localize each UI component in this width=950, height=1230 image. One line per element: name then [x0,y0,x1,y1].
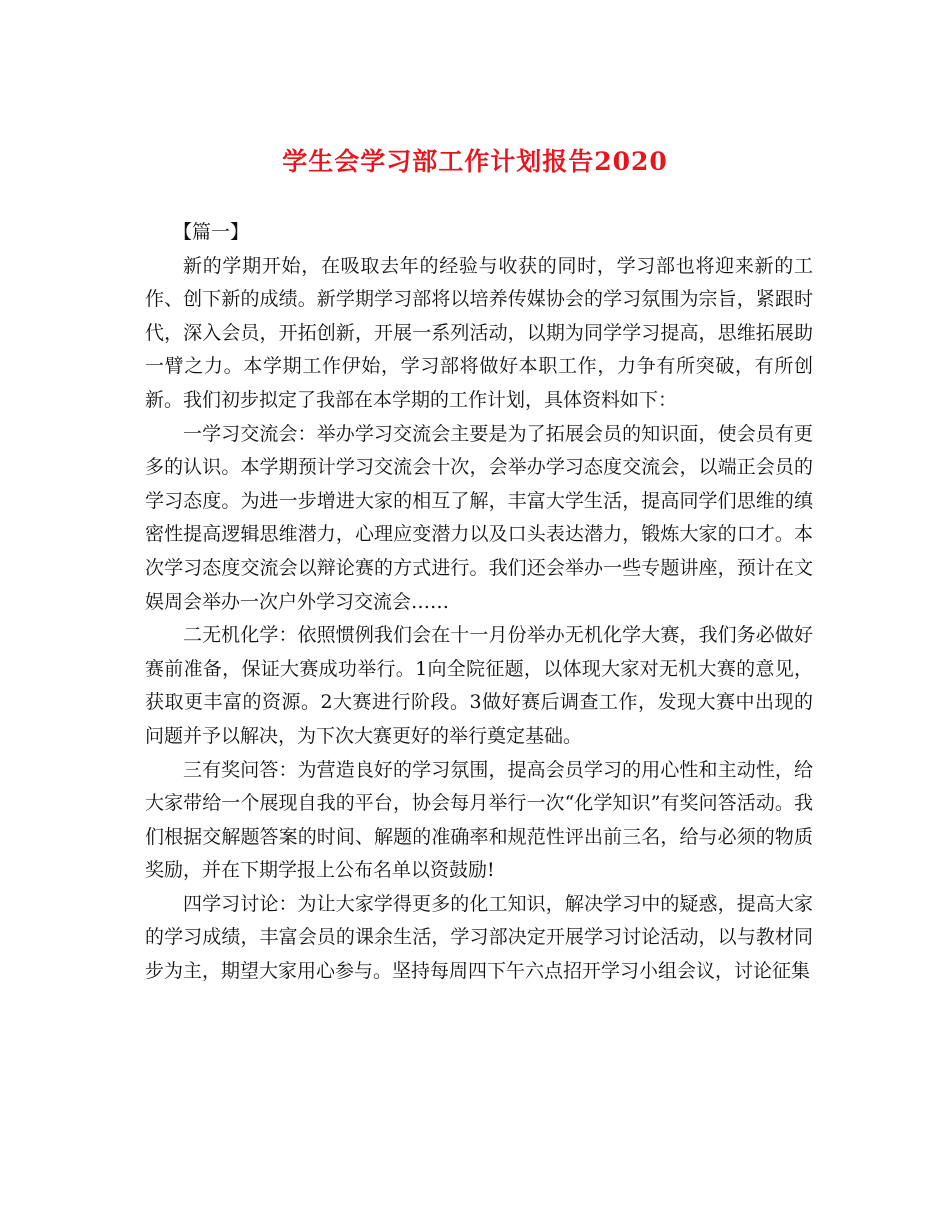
paragraph-quiz: 三有奖问答：为营造良好的学习氛围，提高会员学习的用心性和主动性，给大家带给一个展现自我的平台，协会每月举行一次“化学知识”有奖问答活动。我们根据交解题答案的时间、解题的准确率和规范性评出前三名，给与必须的物质奖励，并在下期学报上公布名单以资鼓励! [145,758,813,882]
paragraph-inorganic-chemistry: 二无机化学：依照惯例我们会在十一月份举办无机化学大赛，我们务必做好赛前准备，保证大赛成功举行。1向全院征题，以体现大家对无机大赛的意见，获取更丰富的资源。2大赛进行阶段。3做好赛后调查工作，发现大赛中出现的问题并予以解决，为下次大赛更好的举行奠定基础。 [145,624,813,747]
section-label: 【篇一】 [173,221,250,243]
paragraph-intro: 新的学期开始，在吸取去年的经验与收获的同时，学习部也将迎来新的工作、创下新的成绩。新学期学习部将以培养传媒协会的学习氛围为宗旨，紧跟时代，深入会员，开拓创新，开展一系列活动，以期为同学学习提高，思维拓展助一臂之力。本学期工作伊始，学习部将做好本职工作，力争有所突破，有所创新。我们初步拟定了我部在本学期的工作计划，具体资料如下： [145,254,813,411]
paragraph-study-exchange: 一学习交流会：举办学习交流会主要是为了拓展会员的知识面，使会员有更多的认识。本学期预计学习交流会十次，会举办学习态度交流会，以端正会员的学习态度。为进一步增进大家的相互了解，丰富大学生活，提高同学们思维的缜密性提高逻辑思维潜力，心理应变潜力以及口头表达潜力，锻炼大家的口才。本次学习态度交流会以辩论赛的方式进行。我们还会举办一些专题讲座，预计在文娱周会举办一次户外学习交流会…… [145,422,813,613]
document-title: 学生会学习部工作计划报告2020 [282,147,668,176]
paragraph-study-discussion: 四学习讨论：为让大家学得更多的化工知识，解决学习中的疑惑，提高大家的学习成绩，丰富会员的课余生活，学习部决定开展学习讨论活动，以与教材同步为主，期望大家用心参与。坚持每周四下午六点招开学习小组会议，讨论征集 [145,892,813,983]
document-body [145,216,813,989]
